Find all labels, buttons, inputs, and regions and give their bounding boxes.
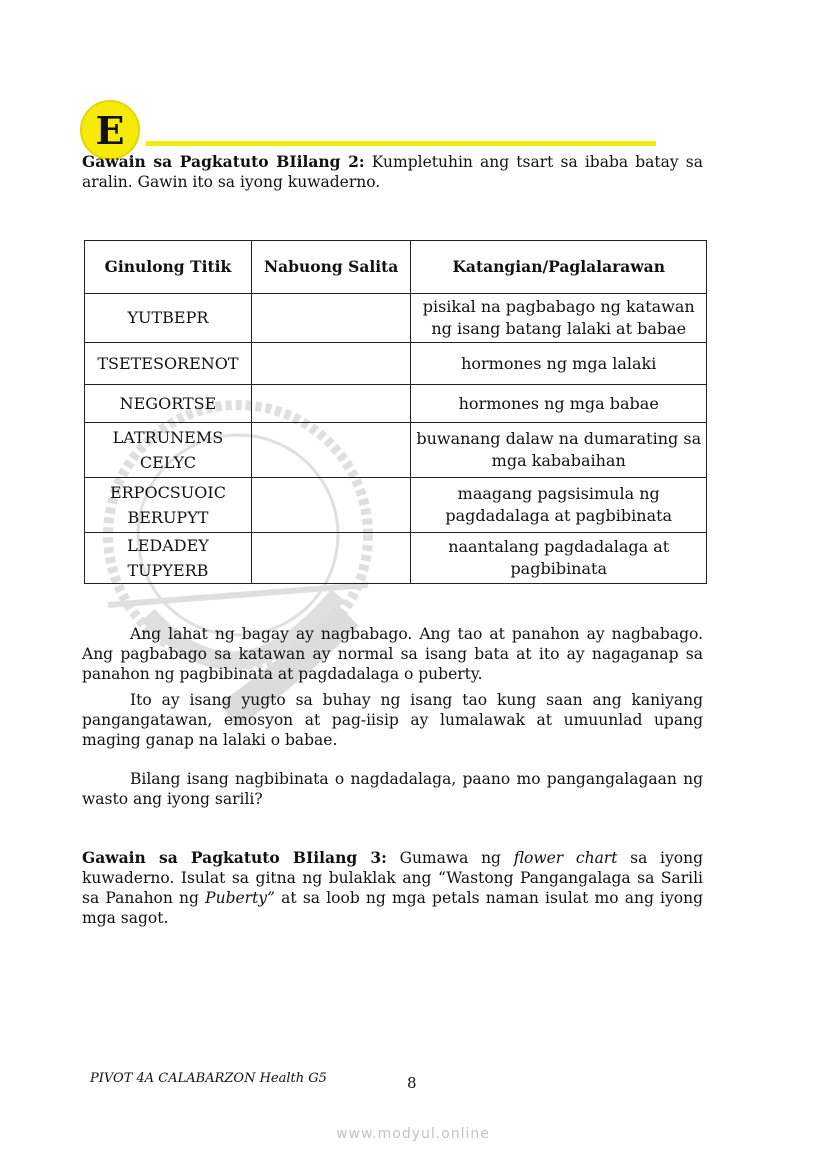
header-scrambled: Ginulong Titik	[85, 241, 252, 294]
activity-2-instruction	[82, 152, 703, 192]
scrambled-word: ERPOCSUOIC	[109, 483, 226, 502]
table-row	[85, 343, 707, 385]
description-cell: pisikal na pagbabago ng katawan ng isang batang lalaki at babae	[411, 294, 707, 343]
scrambled-cell	[85, 478, 252, 533]
activity-chart-table	[84, 240, 707, 584]
activity-3-text: Gumawa ng	[399, 849, 501, 867]
body-paragraph: Ito ay isang yugto sa buhay ng isang tao kung saan ang kaniyang pangangatawan, emosyon at pag-iisip ay lumalawak at umuunlad upang maging ganap na lalaki o babae.	[82, 691, 703, 749]
table-row	[85, 533, 707, 584]
description-cell: buwanang dalaw na dumarating sa mga kababaihan	[411, 423, 707, 478]
answer-cell	[251, 423, 411, 478]
scrambled-cell	[85, 533, 252, 584]
scrambled-word: BERUPYT	[127, 508, 209, 527]
section-letter-badge: E	[80, 100, 140, 160]
description-cell: naantalang pagdadalaga at pagbibinata	[411, 533, 707, 584]
description-cell: maagang pagsisimula ng pagdadalaga at pagbibinata	[411, 478, 707, 533]
scrambled-word: LEDADEY	[127, 536, 209, 555]
scrambled-word: NEGORTSE	[119, 393, 217, 413]
answer-cell	[251, 294, 411, 343]
answer-cell	[251, 478, 411, 533]
table-row	[85, 423, 707, 478]
scrambled-cell	[85, 385, 252, 423]
activity-2-text: Kumpletuhin ang tsart sa ibaba batay sa aralin. Gawin ito sa iyong kuwaderno.	[82, 153, 703, 191]
scrambled-word: TSETESORENOT	[97, 353, 239, 373]
table-row	[85, 294, 707, 343]
scrambled-word: CELYC	[139, 453, 196, 472]
website-watermark: www.modyul.online	[336, 1126, 490, 1142]
activity-3-flower-chart: flower chart	[513, 849, 618, 867]
answer-cell	[251, 533, 411, 584]
scrambled-cell	[85, 294, 252, 343]
description-cell: hormones ng mga lalaki	[411, 343, 707, 385]
activity-3-text: at sa loob ng mga petals naman isulat mo ang iyong mga sagot.	[82, 889, 704, 927]
activity-3-puberty: Puberty”	[205, 889, 275, 907]
scrambled-word: YUTBEPR	[127, 308, 209, 327]
header-description: Katangian/Paglalarawan	[411, 241, 707, 294]
scrambled-word: TUPYERB	[127, 561, 209, 580]
table-header-row	[85, 241, 707, 294]
answer-cell	[251, 385, 411, 423]
header-word: Nabuong Salita	[251, 241, 411, 294]
activity-3-title: Gawain sa Pagkatuto BIilang 3:	[82, 848, 387, 867]
description-cell: hormones ng mga babae	[411, 385, 707, 423]
body-paragraph: Ang lahat ng bagay ay nagbabago. Ang tao at panahon ay nagbabago. Ang pagbabago sa katawan ay normal sa isang bata at ito ay nagaganap sa panahon ng pagbibinata at pagdadalaga o puberty.	[82, 625, 703, 683]
activity-3-text: sa iyong kuwaderno. Isulat sa gitna ng bulaklak ang “Wastong Pangangalaga sa Sarili sa Panahon ng	[82, 849, 703, 907]
scrambled-cell	[85, 343, 252, 385]
table-row	[85, 385, 707, 423]
activity-2-title: Gawain sa Pagkatuto BIilang 2:	[82, 152, 365, 171]
section-underline	[146, 141, 656, 146]
table-row	[85, 478, 707, 533]
page-number: 8	[407, 1074, 417, 1092]
scrambled-word: LATRUNEMS	[112, 428, 224, 447]
answer-cell	[251, 343, 411, 385]
scrambled-cell	[85, 423, 252, 478]
question-paragraph: Bilang isang nagbibinata o nagdadalaga, paano mo pangangalagaan ng wasto ang iyong sarili?	[82, 770, 703, 808]
activity-3-instruction	[82, 848, 703, 928]
footer-source: PIVOT 4A CALABARZON Health G5	[90, 1071, 327, 1086]
